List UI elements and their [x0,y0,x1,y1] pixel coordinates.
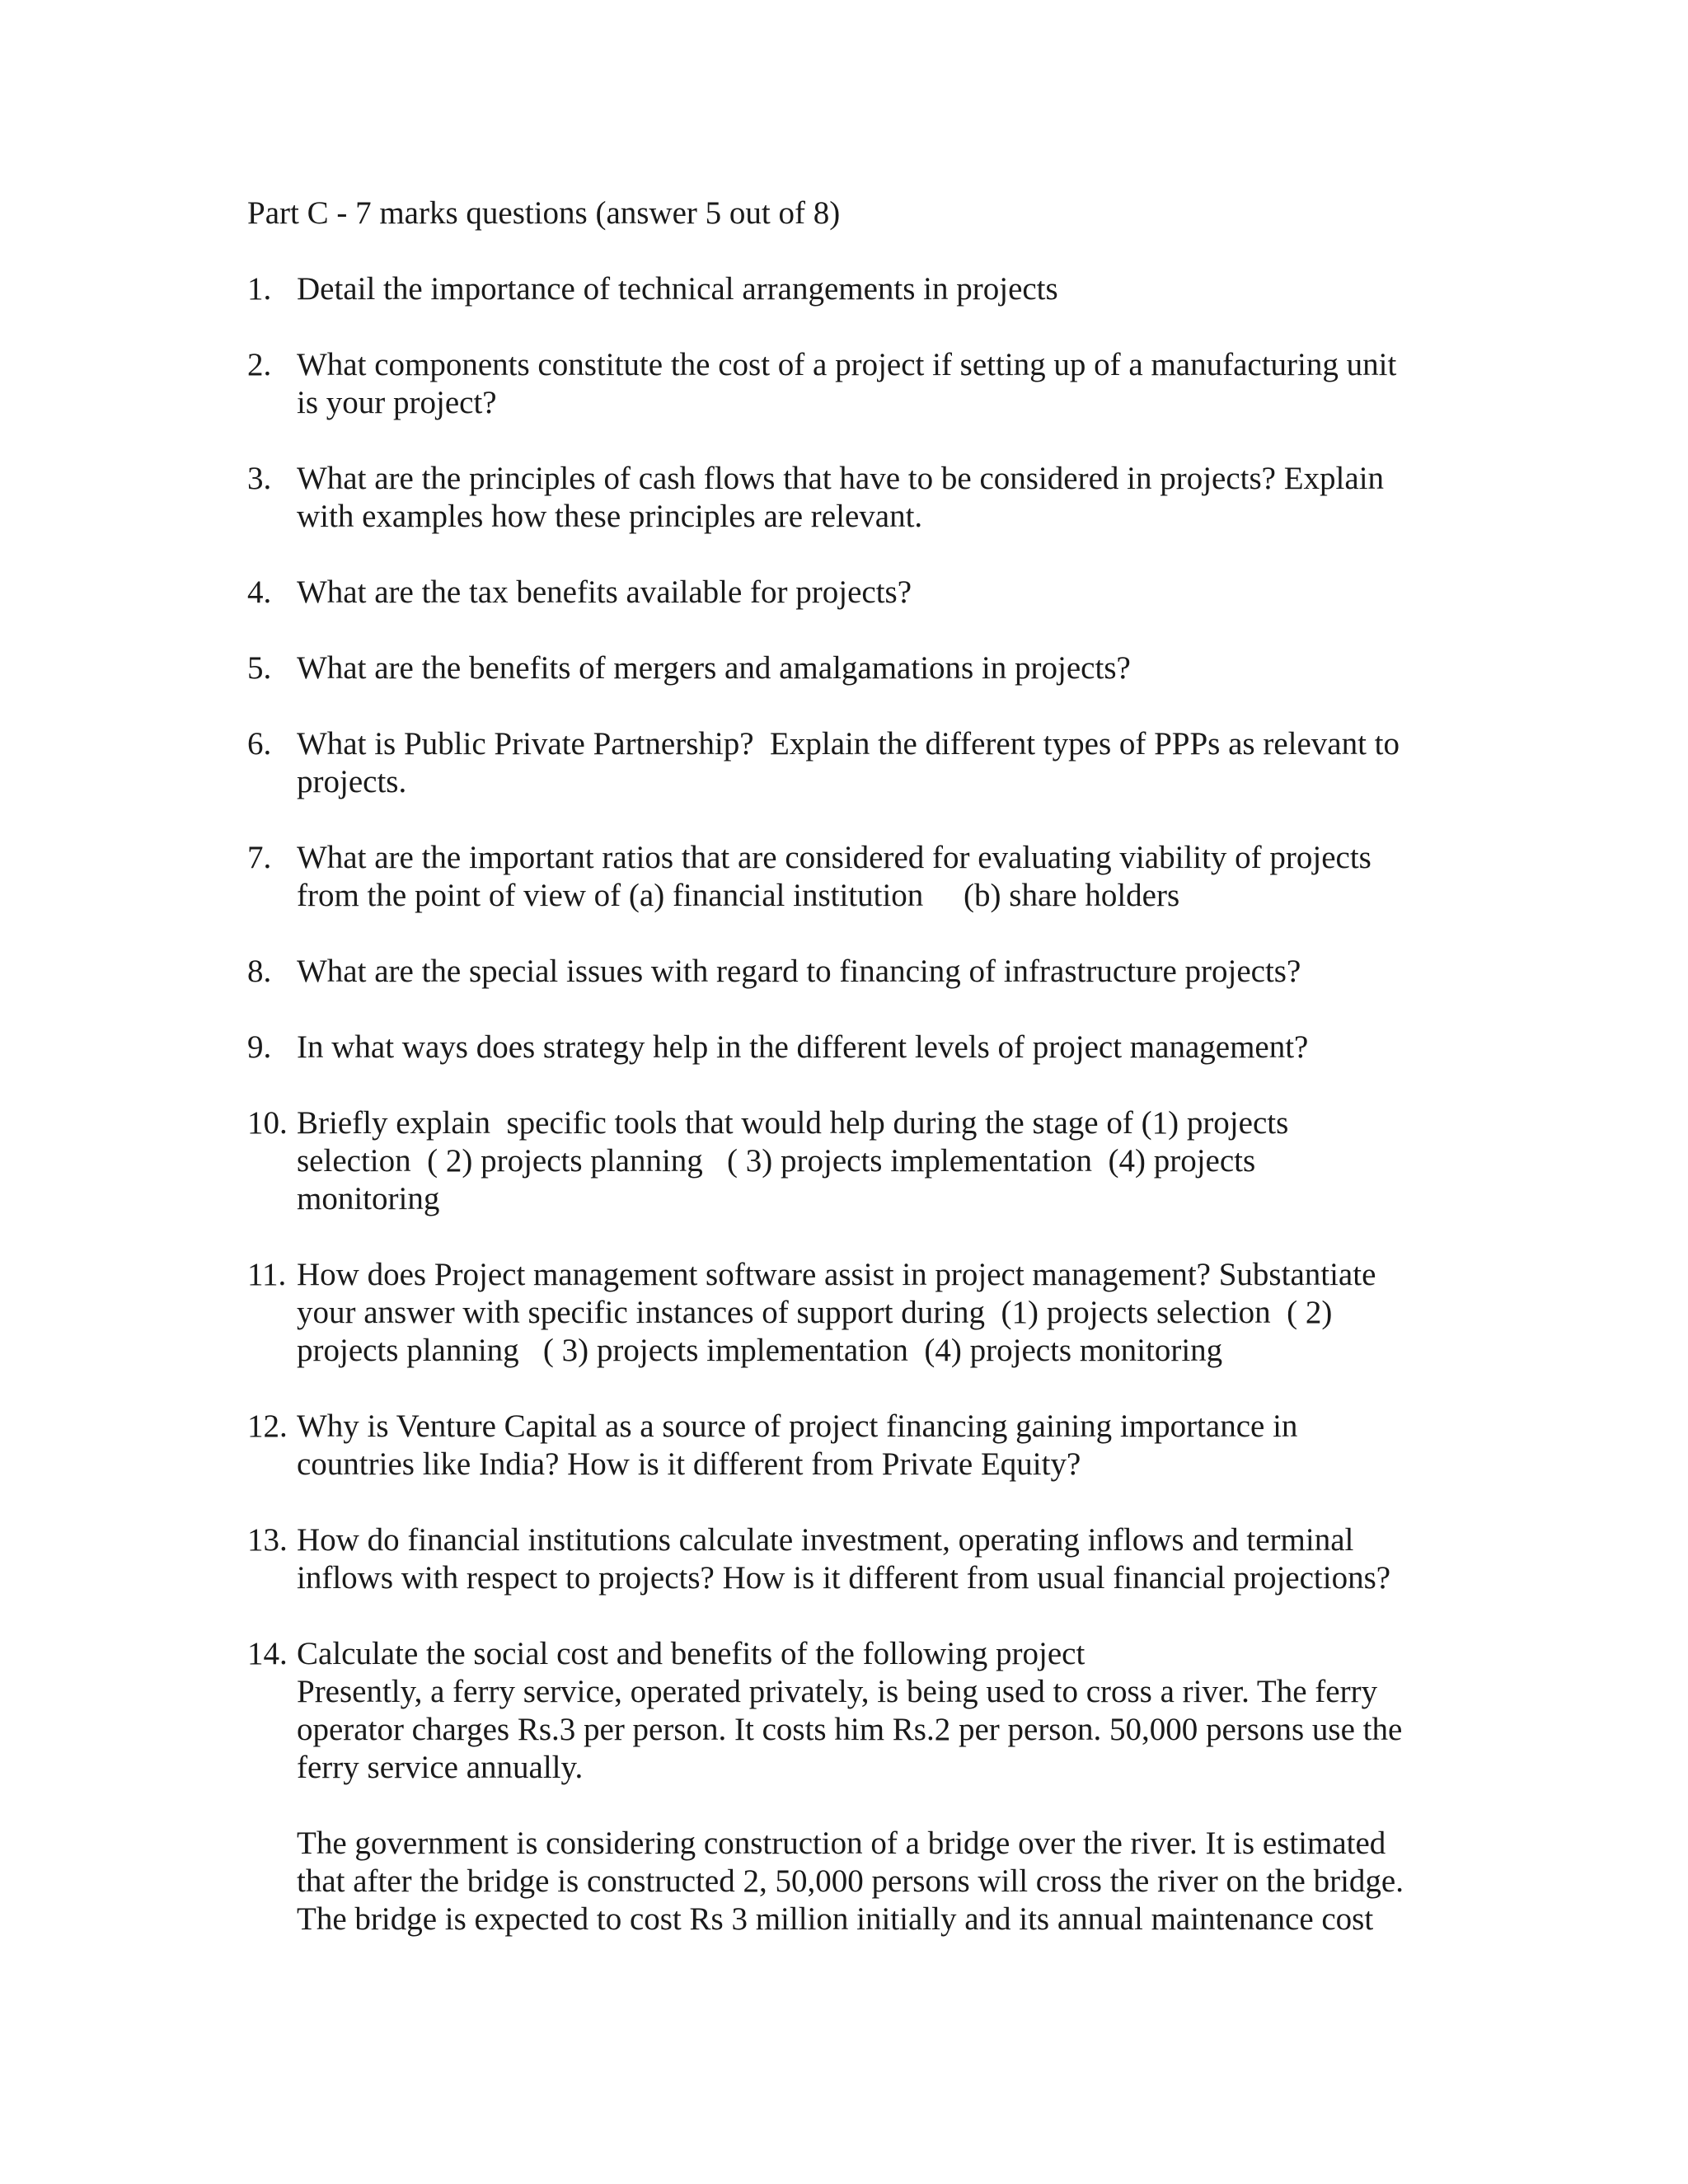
question-line: operator charges Rs.3 per person. It costs him Rs.2 per person. 50,000 persons use the [297,1712,1403,1747]
question-number: 2. [247,347,272,382]
question-number: 4. [247,574,272,610]
question-item [247,574,1451,612]
question-line: What are the important ratios that are considered for evaluating viability of projects [297,840,1372,875]
question-line: countries like India? How is it different from Private Equity? [297,1446,1081,1482]
question-line: What components constitute the cost of a project if setting up of a manufacturing unit [297,347,1397,382]
question-number: 7. [247,840,272,875]
question-item [247,1521,1451,1597]
question-text [297,1408,1451,1483]
question-line: The government is considering construction of a bridge over the river. It is estimated [297,1825,1386,1861]
question-number: 6. [247,726,272,762]
question-item [247,1029,1451,1066]
question-text [297,1256,1451,1370]
question-item [247,953,1451,991]
question-text [297,270,1451,308]
question-text [297,574,1451,612]
question-line: Calculate the social cost and benefits of the following project [297,1636,1085,1671]
question-line: that after the bridge is constructed 2, 50,000 persons will cross the river on the bridge. [297,1863,1404,1899]
question-text [297,725,1451,801]
question-paragraph [297,1825,1451,1938]
question-line: is your project? [297,385,497,420]
question-text [297,460,1451,536]
question-item [247,460,1451,536]
question-item [247,346,1451,422]
question-number: 10. [247,1105,288,1141]
question-text [297,649,1451,687]
question-text [297,1104,1451,1218]
question-line: Presently, a ferry service, operated privately, is being used to cross a river. The ferry [297,1674,1378,1709]
question-line: What are the principles of cash flows that have to be considered in projects? Explain [297,461,1385,496]
question-line: your answer with specific instances of support during (1) projects selection ( 2) [297,1295,1333,1330]
question-item [247,839,1451,915]
question-line: Why is Venture Capital as a source of project financing gaining importance in [297,1408,1298,1444]
question-number: 13. [247,1522,288,1558]
question-number: 5. [247,650,272,686]
question-item [247,649,1451,687]
question-line: What are the tax benefits available for projects? [297,574,912,610]
question-number: 3. [247,461,272,496]
question-text [297,839,1451,915]
question-text [297,346,1451,422]
question-text [297,1635,1451,1938]
question-item [247,1635,1451,1938]
question-line: ferry service annually. [297,1750,584,1785]
question-line: with examples how these principles are relevant. [297,499,923,534]
question-number: 14. [247,1636,288,1671]
page-content [247,194,1451,1976]
question-number: 9. [247,1029,272,1065]
question-item [247,1104,1451,1218]
question-text [297,1029,1451,1066]
question-item [247,1408,1451,1483]
question-number: 8. [247,954,272,989]
question-line: Briefly explain specific tools that would help during the stage of (1) projects [297,1105,1289,1141]
question-line: projects planning ( 3) projects implementation (4) projects monitoring [297,1333,1223,1368]
question-line: What are the benefits of mergers and amalgamations in projects? [297,650,1131,686]
question-item [247,725,1451,801]
question-line: from the point of view of (a) financial institution (b) share holders [297,878,1180,913]
question-number: 1. [247,271,272,307]
question-number: 12. [247,1408,288,1444]
question-line: What is Public Private Partnership? Explain the different types of PPPs as relevant to [297,726,1400,762]
question-line: How do financial institutions calculate investment, operating inflows and terminal [297,1522,1354,1558]
question-line: monitoring [297,1181,440,1216]
question-line: In what ways does strategy help in the different levels of project management? [297,1029,1309,1065]
section-heading: Part C - 7 marks questions (answer 5 out of 8) [247,195,841,231]
question-line: projects. [297,764,407,799]
question-item [247,1256,1451,1370]
question-line: How does Project management software assist in project management? Substantiate [297,1257,1376,1292]
question-line: What are the special issues with regard to financing of infrastructure projects? [297,954,1301,989]
question-item [247,270,1451,308]
question-line: inflows with respect to projects? How is it different from usual financial projections? [297,1560,1391,1596]
question-line: Detail the importance of technical arrangements in projects [297,271,1058,307]
question-text [297,1521,1451,1597]
question-number: 11. [247,1257,287,1292]
question-text [297,953,1451,991]
question-line: The bridge is expected to cost Rs 3 million initially and its annual maintenance cost [297,1901,1374,1937]
question-line: selection ( 2) projects planning ( 3) projects implementation (4) projects [297,1143,1256,1179]
question-list [247,270,1451,1938]
